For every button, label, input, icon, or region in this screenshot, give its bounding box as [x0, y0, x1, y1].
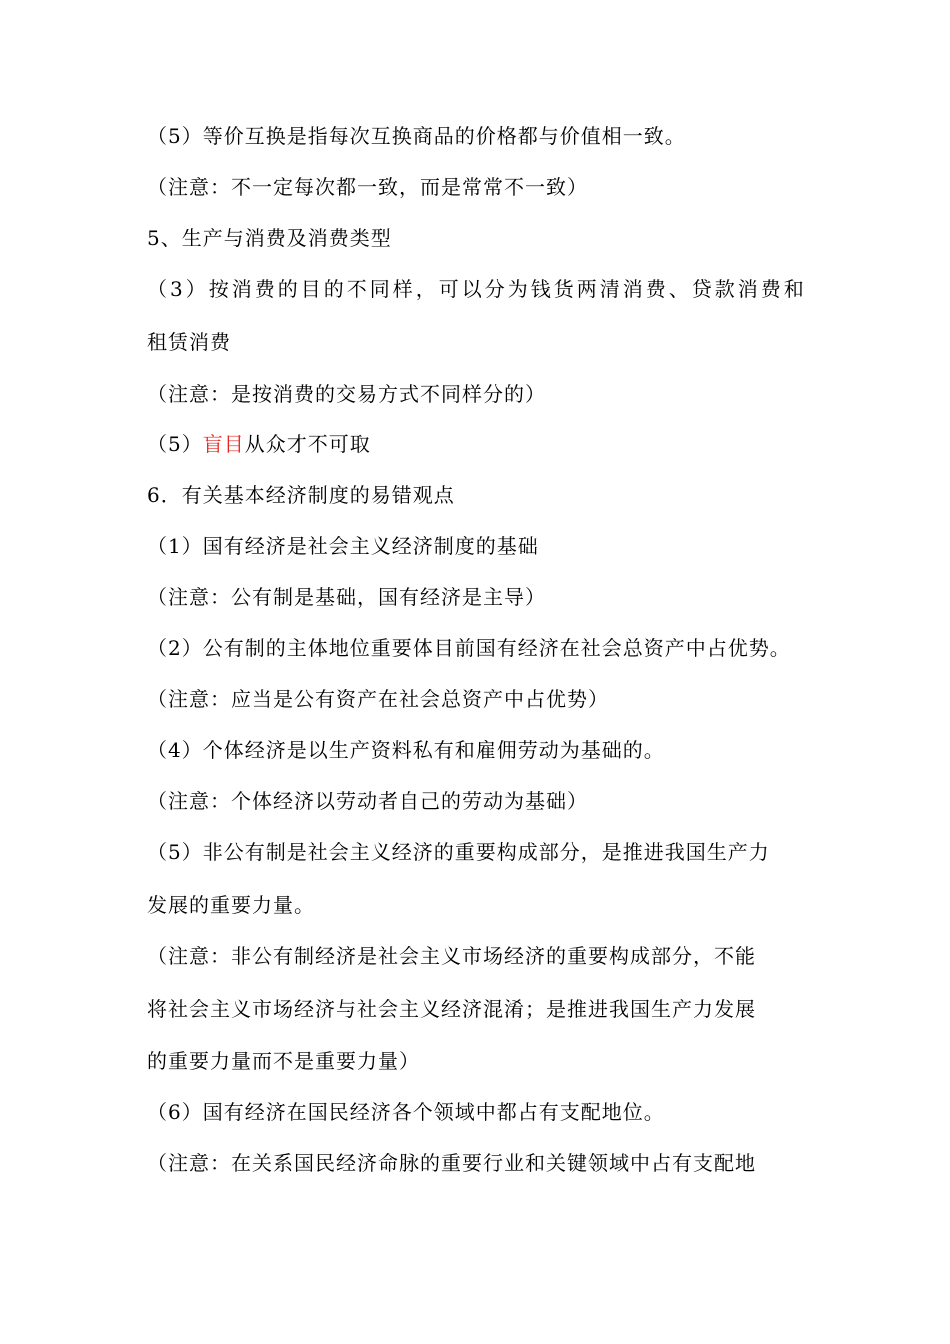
- text-line-17: （注意：非公有制经济是社会主义市场经济的重要构成部分，不能: [147, 944, 756, 968]
- text-line-7: [147, 430, 827, 458]
- text-line-11: （2）公有制的主体地位重要体目前国有经济在社会总资产中占优势。: [147, 636, 791, 660]
- item-text: 从众才不可取: [244, 432, 371, 456]
- text-line-18: 将社会主义市场经济与社会主义经济混淆；是推进我国生产力发展: [147, 997, 756, 1021]
- section-heading: 6．有关基本经济制度的易错观点: [147, 483, 455, 507]
- text-line-9: （1）国有经济是社会主义经济制度的基础: [147, 534, 539, 558]
- text-line-16: 发展的重要力量。: [147, 893, 315, 917]
- text-line-14: （注意：个体经济以劳动者自己的劳动为基础）: [147, 789, 588, 813]
- text-line-6: （注意：是按消费的交易方式不同样分的）: [147, 382, 546, 406]
- text-line-1: （5）等价互换是指每次互换商品的价格都与价值相一致。: [147, 124, 686, 148]
- item-number: （5）: [147, 432, 203, 456]
- text-line-3: 5、生产与消费及消费类型: [147, 226, 392, 250]
- text-line-21: （注意：在关系国民经济命脉的重要行业和关键领域中占有支配地: [147, 1151, 756, 1175]
- text-line-12: （注意：应当是公有资产在社会总资产中占优势）: [147, 687, 609, 711]
- text-line-19: 的重要力量而不是重要力量）: [147, 1049, 420, 1073]
- text-line-2: （注意：不一定每次都一致，而是常常不一致）: [147, 175, 588, 199]
- highlighted-text: 盲目: [202, 432, 245, 456]
- text-line-15: （5）非公有制是社会主义经济的重要构成部分，是推进我国生产力: [147, 840, 770, 864]
- text-line-5: 租赁消费: [147, 330, 231, 354]
- text-line-13: （4）个体经济是以生产资料私有和雇佣劳动为基础的。: [147, 738, 665, 762]
- text-line-4: （3）按消费的目的不同样，可以分为钱货两清消费、贷款消费和: [147, 277, 807, 301]
- text-line-20: （6）国有经济在国民经济各个领域中都占有支配地位。: [147, 1100, 665, 1124]
- text-line-10: （注意：公有制是基础，国有经济是主导）: [147, 585, 546, 609]
